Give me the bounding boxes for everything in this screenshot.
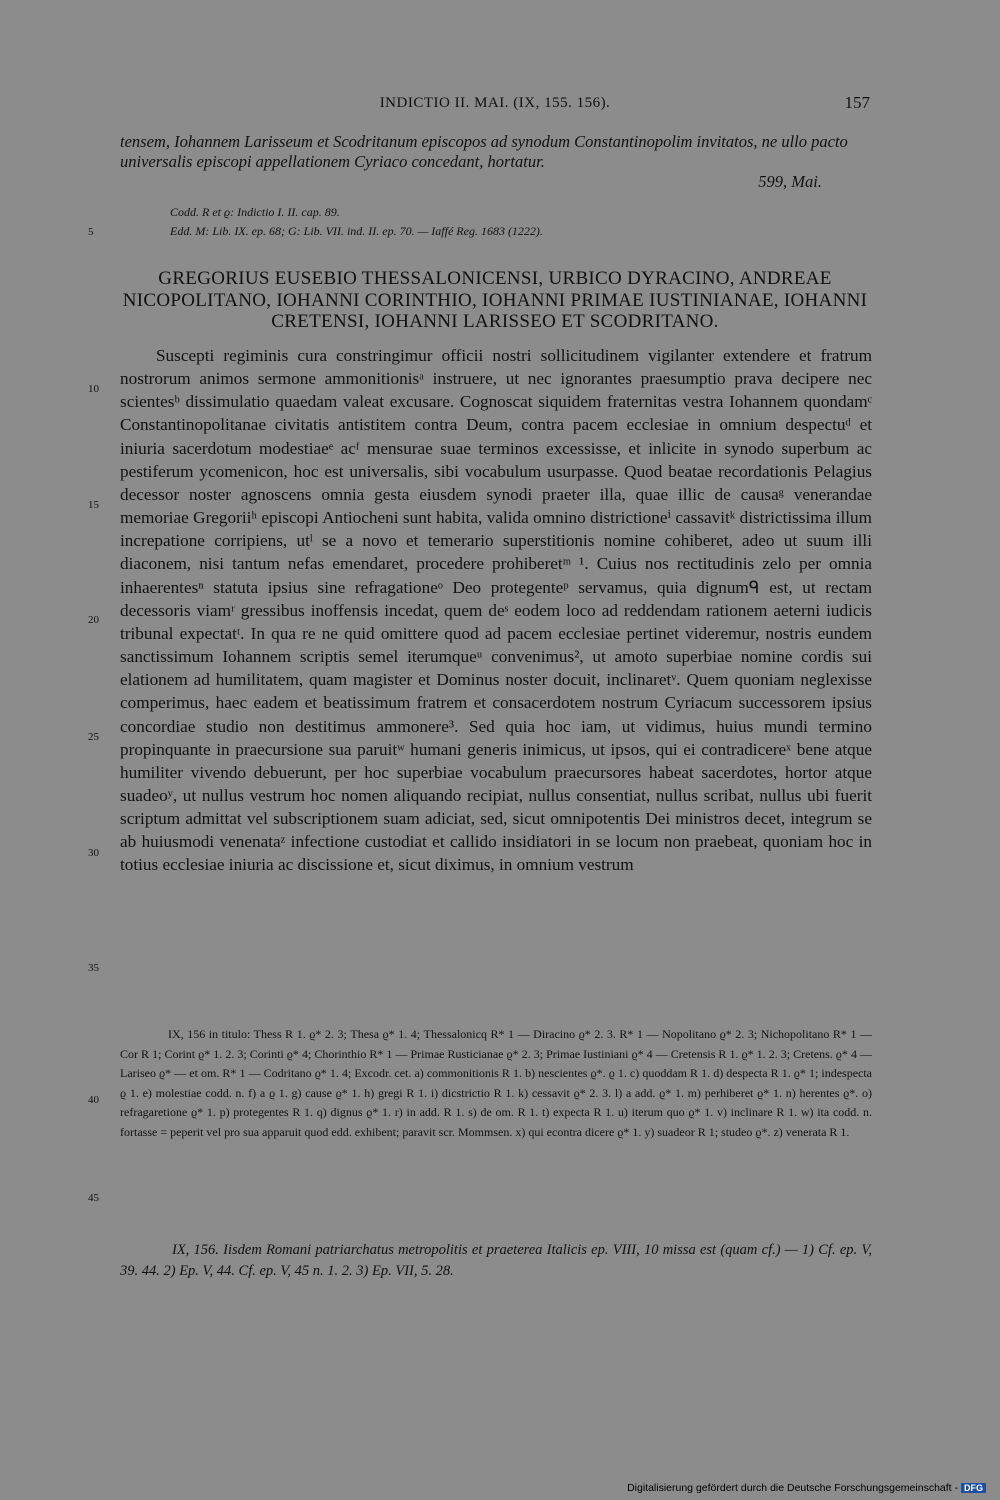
- line-number: 5: [88, 226, 94, 238]
- body-text: Suscepti regiminis cura constringimur officii nostri sollicitudinem vigilanter extendere et fratrum nostrorum animos sermone ammonitionisᵃ instruere, ut nec ignorantes praesumptio prava decipere nec scientesᵇ dissimulatio quaedam valeat excusare. Cognoscat siquidem fraternitas vestra Iohannem quondamᶜ Constantinopolitanae civitatis antistitem contra Deum, contra pacem ecclesiae in omnium despectuᵈ et iniuria sacerdotum modestiaeᵉ acᶠ mensurae suae terminos excessisse, et inlicite in synodo superbum ac pestiferum ycomenicon, hoc est universalis, sibi vocabulum usurpasse. Quod beatae recordationis Pelagius decessor noster agnoscens omnia gesta eiusdem synodi praeter illa, quae illic de causaᵍ venerandae memoriae Gregoriiʰ episcopi Antiocheni sunt habita, valida omnino districtioneⁱ cassavitᵏ districtissima illum increpatione corripiens, utˡ se a novo et temerario superstitionis nomine cohiberet, adeo ut suum illi diaconem, nisi tantum nefas emendaret, procedere prohiberetᵐ ¹. Cuius nos rectitudinis zelo per omnia inhaerentesⁿ statuta ipsius sine refragationeᵒ Deo protegenteᵖ servamus, quia dignumᑫ est, ut rectam decessoris viamʳ gressibus inoffensis incedat, quem deˢ eodem loco ad reddendam rationem aeterni iudicis tribunal expectatᵗ. In qua re ne quid omittere quod ad pacem ecclesiae pertinet videremur, nostris eundem sanctissimum Iohannem scriptis semel iterumqueᵘ convenimus², ut amoto superbiae nomine cordis sui elationem ad humilitatem, quam magister et Dominus noster docuit, inclinaretᵛ. Quem quoniam neglexisse comperimus, haec eadem et beatissimum fratrem et consacerdotem nostrum Cyriacum successorem ipsius concordiae studio non destitimus ammonere³. Sed quia hoc iam, ut vidimus, huius mundi termino propinquante in praecursione sua paruitʷ humani generis inimicus, ut ipsos, qui ei contradicereˣ bene atque humiliter vivendo debuerunt, per hoc superbiae vocabulum praecursores habeat sacerdotes, hortor atque suadeoʸ, ut nullus vestrum hoc nomen aliquando recipiat, nullus consentiat, nullus scribat, nullus ubi fuerit scriptum admittat vel subscriptionem suam adiciat, sed, sicut omnipotentis Dei ministros decet, integrum se ab huiusmodi venenataᶻ infectione custodiat et callido insidiatori in se locum non praebeat, quoniam hoc in totius ecclesiae iniuria ac discissione et, sicut diximus, in omnium vestrum: [120, 346, 872, 875]
- line-number: 45: [88, 1192, 99, 1204]
- line-number: 25: [88, 731, 99, 743]
- header-title: INDICTIO II. MAI. (IX, 155. 156).: [379, 95, 611, 111]
- credit-text: Digitalisierung gefördert durch die Deutsche Forschungsgemeinschaft -: [627, 1482, 958, 1494]
- footnotes: [120, 1240, 872, 1282]
- digitization-credit: [627, 1482, 986, 1494]
- line-number: 15: [88, 499, 99, 511]
- critical-apparatus: [120, 1025, 872, 1142]
- line-number: 30: [88, 847, 99, 859]
- codices-line: Codd. R et ϱ: Indictio I. II. cap. 89.: [170, 205, 340, 219]
- letter-summary: [120, 132, 870, 192]
- line-number: 40: [88, 1094, 99, 1106]
- editions-line: Edd. M: Lib. IX. ep. 68; G: Lib. VII. ind. II. ep. 70. — Iaffé Reg. 1683 (1222).: [170, 224, 543, 238]
- footnote-text: IX, 156. Iisdem Romani patriarchatus metropolitis et praeterea Italicis ep. VIII, 10 missa est (quam cf.) — 1) Cf. ep. V, 39. 44. 2) Ep. V, 44. Cf. ep. V, 45 n. 1. 2. 3) Ep. VII, 5. 28.: [120, 1242, 872, 1279]
- page-number: 157: [844, 93, 870, 112]
- line-number: 35: [88, 962, 99, 974]
- letter-date: 599, Mai.: [758, 172, 822, 191]
- letter-title: GREGORIUS EUSEBIO THESSALONICENSI, URBICO DYRACINO, ANDREAE NICOPOLITANO, IOHANNI CORINTHIO, IOHANNI PRIMAE IUSTINIANAE, IOHANNI CRETENSI, IOHANNI LARISSEO ET SCODRITANO.: [122, 268, 868, 332]
- codices-editions: [170, 203, 860, 241]
- line-number: 10: [88, 383, 99, 395]
- line-number: 20: [88, 614, 99, 626]
- apparatus-text: IX, 156 in titulo: Thess R 1. ϱ* 2. 3; Thesa ϱ* 1. 4; Thessalonicq R* 1 — Diracino ϱ* 2. 3. R* 1 — Nopolitano ϱ* 2. 3; Nichopolitano R* 1 — Cor R 1; Corint ϱ* 1. 2. 3; Corinti ϱ* 4; Chorinthio R* 1 — Primae Rusticianae ϱ* 2. 3; Primae Iustiniani ϱ* 4 — Cretensis R 1. ϱ* 1. 2. 3; Cretens. ϱ* 4 — Lariseo ϱ* — et om. R* 1 — Codritano ϱ* 1. 4; Excodr. cet. a) commonitionis R 1. b) nescientes ϱ*. ϱ 1. c) quoddam R 1. d) despecta R 1. ϱ* 1; indespecta ϱ 1. e) molestiae codd. n. f) a ϱ 1. g) cause ϱ* 1. h) gregi R 1. i) dicstrictio R 1. k) cessavit ϱ* 2. 3. l) a add. ϱ* 1. m) perhiberet ϱ* 1. n) herentes ϱ*. o) refragaretione ϱ* 1. p) protegentes R 1. q) dignus ϱ* 1. r) in add. R 1. s) de om. R 1. t) expecta R 1. u) iterum quo ϱ* 1. v) inclinare R 1. w) ita codd. n. fortasse = peperit vel pro sua apparuit quod edd. exhibent; paravit scr. Mommsen. x) qui econtra dicere ϱ* 1. y) suadeor R 1; studeo ϱ*. z) venerata R 1.: [120, 1027, 872, 1139]
- letter-body: [120, 344, 872, 877]
- running-header: [120, 95, 870, 119]
- dfg-logo: DFG: [961, 1483, 986, 1493]
- summary-text: tensem, Iohannem Larisseum et Scodritanum episcopos ad synodum Constantinopolim invitatos, ne ullo pacto universalis episcopi appellationem Cyriaco concedant, hortatur.: [120, 132, 848, 171]
